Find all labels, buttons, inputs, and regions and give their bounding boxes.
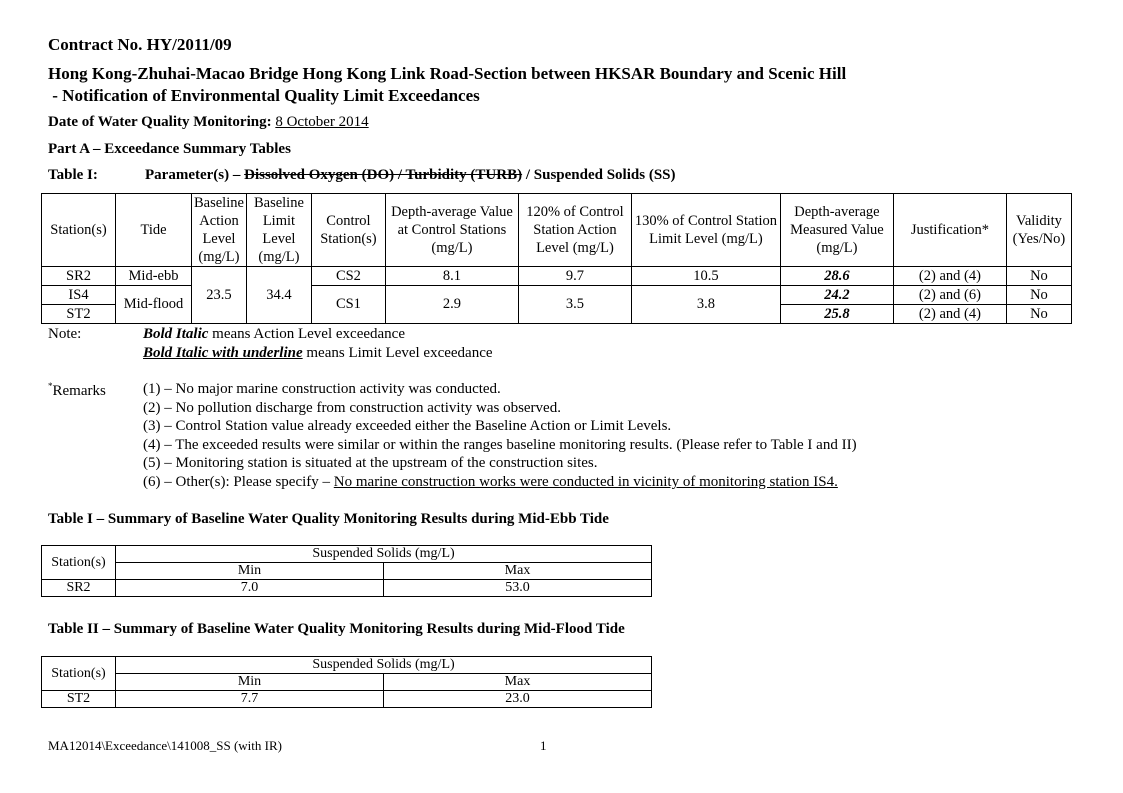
summary1-max: 53.0	[384, 580, 652, 597]
table-row	[42, 580, 652, 597]
cell-tide: Mid-ebb	[116, 267, 192, 286]
cell-validity: No	[1006, 305, 1071, 324]
summary1-title: Table I – Summary of Baseline Water Quality Monitoring Results during Mid-Ebb Tide	[48, 511, 609, 527]
header-depth-avg-control: Depth-average Value at Control Stations (mg/L)	[385, 194, 518, 267]
contract-number: Contract No. HY/2011/09	[48, 35, 232, 54]
table1-caption	[48, 167, 748, 184]
cell-control: CS2	[311, 267, 385, 286]
summary1-param-header: Suspended Solids (mg/L)	[116, 546, 652, 563]
header-control-station: Control Station(s)	[311, 194, 385, 267]
remarks-label-text: Remarks	[52, 383, 106, 399]
summary1-min-header: Min	[116, 563, 384, 580]
header-tide: Tide	[116, 194, 192, 267]
summary1-min: 7.0	[116, 580, 384, 597]
header-validity: Validity (Yes/No)	[1006, 194, 1071, 267]
note-limit-text: means Limit Level exceedance	[302, 345, 493, 361]
cell-station: IS4	[42, 286, 116, 305]
summary2-station: ST2	[42, 691, 116, 708]
table-header-row	[42, 194, 1072, 267]
params-struck: Dissolved Oxygen (DO) / Turbidity (TURB)	[244, 167, 523, 183]
note-action-level	[143, 326, 405, 343]
remark-item: (3) – Control Station value already exceeded either the Baseline Action or Limit Levels.	[143, 418, 672, 434]
header-130pct: 130% of Control Station Limit Level (mg/L)	[631, 194, 780, 267]
cell-baseline-action: 23.5	[192, 267, 247, 324]
note-label: Note:	[48, 326, 82, 342]
cell-justification: (2) and (4)	[893, 305, 1006, 324]
summary2-table	[41, 656, 652, 708]
summary2-max-header: Max	[384, 674, 652, 691]
exceedance-table	[41, 193, 1072, 324]
cell-station: ST2	[42, 305, 116, 324]
summary1-max-header: Max	[384, 563, 652, 580]
cell-120pct: 9.7	[518, 267, 631, 286]
remarks-label	[48, 381, 106, 400]
params-suffix: / Suspended Solids (SS)	[522, 167, 676, 183]
remark-item: (2) – No pollution discharge from construction activity was observed.	[143, 400, 561, 416]
params-prefix: Parameter(s) –	[145, 167, 245, 183]
summary2-title: Table II – Summary of Baseline Water Quality Monitoring Results during Mid-Flood Tide	[48, 621, 625, 637]
remark-item: (4) – The exceeded results were similar or within the ranges baseline monitoring results. (Please refer to Table I and II)	[143, 437, 857, 453]
cell-measured: 28.6	[780, 267, 893, 286]
document-title: Hong Kong-Zhuhai-Macao Bridge Hong Kong Link Road-Section between HKSAR Boundary and Scenic Hill	[48, 64, 847, 83]
note-limit-em: Bold Italic with underline	[143, 345, 303, 361]
table-row	[42, 691, 652, 708]
summary2-max: 23.0	[384, 691, 652, 708]
cell-measured: 24.2	[780, 286, 893, 305]
table1-label: Table I:	[48, 167, 98, 183]
summary2-param-header: Suspended Solids (mg/L)	[116, 657, 652, 674]
cell-baseline-limit: 34.4	[246, 267, 311, 324]
header-justification: Justification*	[893, 194, 1006, 267]
remark6-prefix: (6) – Other(s): Please specify –	[143, 474, 334, 490]
remarks-asterisk: *	[48, 381, 53, 391]
remark-item	[143, 474, 838, 491]
page-number: 1	[540, 738, 547, 753]
remark-item: (5) – Monitoring station is situated at the upstream of the construction sites.	[143, 455, 598, 471]
cell-120pct: 3.5	[518, 286, 631, 324]
note-action-text: means Action Level exceedance	[208, 326, 405, 342]
table1-parameters	[145, 167, 676, 184]
cell-measured: 25.8	[780, 305, 893, 324]
date-label: Date of Water Quality Monitoring:	[48, 114, 272, 130]
header-120pct: 120% of Control Station Action Level (mg/L)	[518, 194, 631, 267]
monitoring-date	[48, 114, 369, 131]
summary1-station-header: Station(s)	[42, 546, 116, 580]
cell-justification: (2) and (4)	[893, 267, 1006, 286]
remark-item: (1) – No major marine construction activity was conducted.	[143, 381, 501, 397]
note-limit-level	[143, 345, 493, 362]
document-subtitle: - Notification of Environmental Quality Limit Exceedances	[48, 86, 480, 105]
cell-justification: (2) and (6)	[893, 286, 1006, 305]
cell-station: SR2	[42, 267, 116, 286]
summary2-station-header: Station(s)	[42, 657, 116, 691]
cell-control-value: 2.9	[385, 286, 518, 324]
cell-130pct: 3.8	[631, 286, 780, 324]
table-row	[42, 267, 1072, 286]
remark6-detail: No marine construction works were conducted in vicinity of monitoring station IS4.	[333, 474, 838, 490]
summary1-station: SR2	[42, 580, 116, 597]
cell-validity: No	[1006, 286, 1071, 305]
summary2-min: 7.7	[116, 691, 384, 708]
cell-control: CS1	[311, 286, 385, 324]
header-baseline-action: Baseline Action Level (mg/L)	[192, 194, 247, 267]
summary2-min-header: Min	[116, 674, 384, 691]
cell-tide: Mid-flood	[116, 286, 192, 324]
header-depth-avg-measured: Depth-average Measured Value (mg/L)	[780, 194, 893, 267]
footer-path: MA12014\Exceedance\141008_SS (with IR)	[48, 738, 282, 753]
header-station: Station(s)	[42, 194, 116, 267]
part-a-heading: Part A – Exceedance Summary Tables	[48, 141, 291, 157]
date-value: 8 October 2014	[275, 114, 369, 130]
note-action-em: Bold Italic	[143, 326, 209, 342]
header-baseline-limit: Baseline Limit Level (mg/L)	[246, 194, 311, 267]
cell-validity: No	[1006, 267, 1071, 286]
cell-control-value: 8.1	[385, 267, 518, 286]
summary1-table	[41, 545, 652, 597]
cell-130pct: 10.5	[631, 267, 780, 286]
